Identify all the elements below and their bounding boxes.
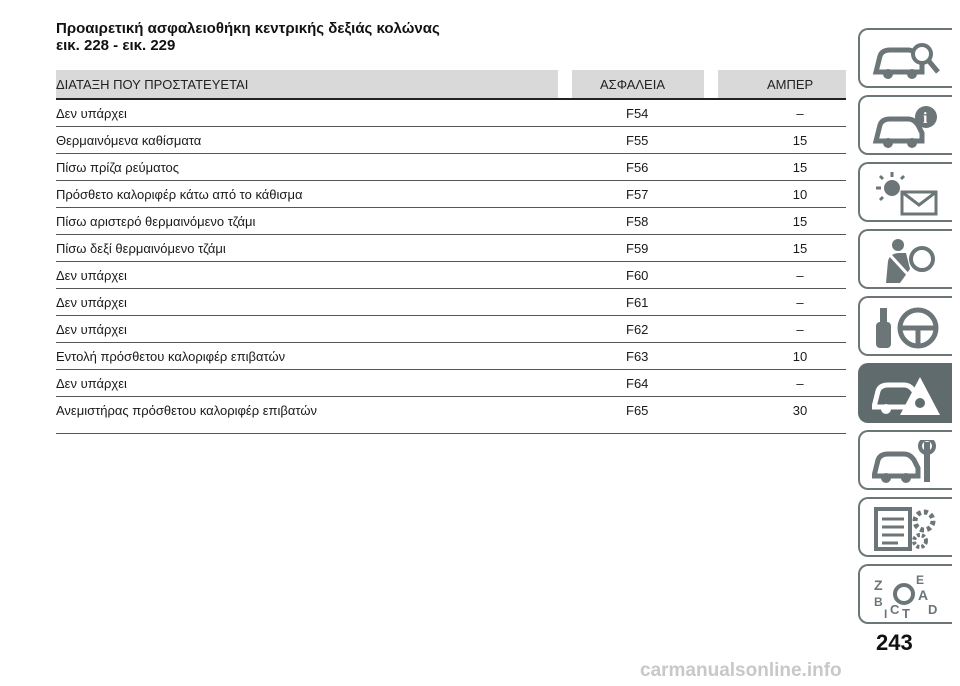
tab-getting-to-know-car[interactable] (858, 28, 952, 88)
cell-protected-device: Πίσω αριστερό θερμαινόμενο τζάμι (56, 214, 256, 229)
cell-protected-device: Πρόσθετο καλοριφέρ κάτω από το κάθισμα (56, 187, 303, 202)
table-row (56, 397, 846, 434)
svg-text:Z: Z (874, 577, 883, 593)
svg-text:E: E (916, 574, 925, 587)
tab-safety[interactable] (858, 229, 952, 289)
tab-technical-specifications[interactable] (858, 497, 952, 557)
fuse-table (56, 70, 846, 434)
svg-text:C: C (890, 602, 900, 617)
table-row (56, 235, 846, 262)
table-row (56, 343, 846, 370)
header-protected-device: ΔΙΑΤΑΞΗ ΠΟΥ ΠΡΟΣΤΑΤΕΥΕΤΑΙ (56, 77, 249, 92)
svg-text:T: T (902, 606, 910, 618)
cell-fuse: F61 (626, 295, 649, 310)
cell-fuse: F55 (626, 133, 649, 148)
section-title: Προαιρετική ασφαλειοθήκη κεντρικής δεξιάς κολώνας (56, 20, 440, 37)
cell-fuse: F57 (626, 187, 649, 202)
cell-fuse: F54 (626, 106, 649, 121)
cell-fuse: F58 (626, 214, 649, 229)
tab-dashboard-info[interactable] (858, 95, 952, 155)
warning-light-message-icon (872, 172, 942, 216)
header-separator (704, 70, 718, 98)
table-row (56, 181, 846, 208)
tab-in-an-emergency[interactable] (858, 363, 952, 423)
cell-protected-device: Θερμαινόμενα καθίσματα (56, 133, 202, 148)
table-row (56, 289, 846, 316)
cell-ampere: 10 (792, 349, 808, 364)
table-row (56, 154, 846, 181)
page-number: 243 (876, 630, 913, 655)
svg-text:B: B (874, 595, 883, 609)
cell-ampere: – (796, 295, 804, 310)
car-emergency-icon (872, 373, 942, 417)
svg-text:A: A (918, 587, 929, 603)
tab-servicing-care[interactable] (858, 430, 952, 490)
table-row (56, 262, 846, 289)
cell-ampere: – (796, 376, 804, 391)
cell-protected-device: Ανεμιστήρας πρόσθετου καλοριφέρ επιβατών (56, 403, 317, 418)
cell-ampere: 15 (792, 214, 808, 229)
cell-fuse: F59 (626, 241, 649, 256)
svg-text:D: D (928, 602, 938, 617)
cell-ampere: – (796, 322, 804, 337)
cell-protected-device: Εντολή πρόσθετου καλοριφέρ επιβατών (56, 349, 286, 364)
seatbelt-airbag-icon (872, 239, 942, 283)
key-steering-wheel-icon (872, 306, 942, 350)
table-body (56, 100, 846, 434)
cell-protected-device: Δεν υπάρχει (56, 322, 127, 337)
table-row (56, 100, 846, 127)
cell-fuse: F62 (626, 322, 649, 337)
car-info-icon (872, 105, 942, 149)
cell-fuse: F65 (626, 403, 649, 418)
header-ampere: ΑΜΠΕΡ (767, 77, 814, 92)
table-row (56, 127, 846, 154)
cell-ampere: 10 (792, 187, 808, 202)
tab-warning-lights[interactable] (858, 162, 952, 222)
chapter-tabs (858, 28, 952, 631)
alphabetical-index-icon (872, 574, 942, 618)
cell-fuse: F64 (626, 376, 649, 391)
section-heading (56, 20, 440, 54)
cell-ampere: 15 (792, 241, 808, 256)
header-fuse: ΑΣΦΑΛΕΙΑ (600, 77, 666, 92)
cell-fuse: F56 (626, 160, 649, 175)
cell-ampere: – (796, 106, 804, 121)
cell-protected-device: Δεν υπάρχει (56, 268, 127, 283)
header-separator (558, 70, 572, 98)
table-row (56, 316, 846, 343)
cell-ampere: – (796, 268, 804, 283)
cell-protected-device: Πίσω πρίζα ρεύματος (56, 160, 180, 175)
cell-protected-device: Δεν υπάρχει (56, 295, 127, 310)
cell-fuse: F63 (626, 349, 649, 364)
tab-starting-driving[interactable] (858, 296, 952, 356)
table-row (56, 208, 846, 235)
svg-text:I: I (884, 607, 888, 618)
car-search-icon (872, 38, 942, 82)
cell-protected-device: Δεν υπάρχει (56, 376, 127, 391)
cell-ampere: 15 (792, 133, 808, 148)
watermark: carmanualsonline.info (640, 660, 842, 681)
cell-protected-device: Δεν υπάρχει (56, 106, 127, 121)
tab-index[interactable] (858, 564, 952, 624)
figure-reference: εικ. 228 - εικ. 229 (56, 37, 176, 54)
cell-fuse: F60 (626, 268, 649, 283)
svg-text:i: i (923, 110, 928, 127)
cell-protected-device: Πίσω δεξί θερμαινόμενο τζάμι (56, 241, 226, 256)
car-maintenance-icon (872, 440, 942, 484)
table-header (56, 70, 846, 100)
cell-ampere: 15 (792, 160, 808, 175)
cell-ampere: 30 (792, 403, 808, 418)
table-row (56, 370, 846, 397)
specifications-icon (872, 507, 942, 551)
